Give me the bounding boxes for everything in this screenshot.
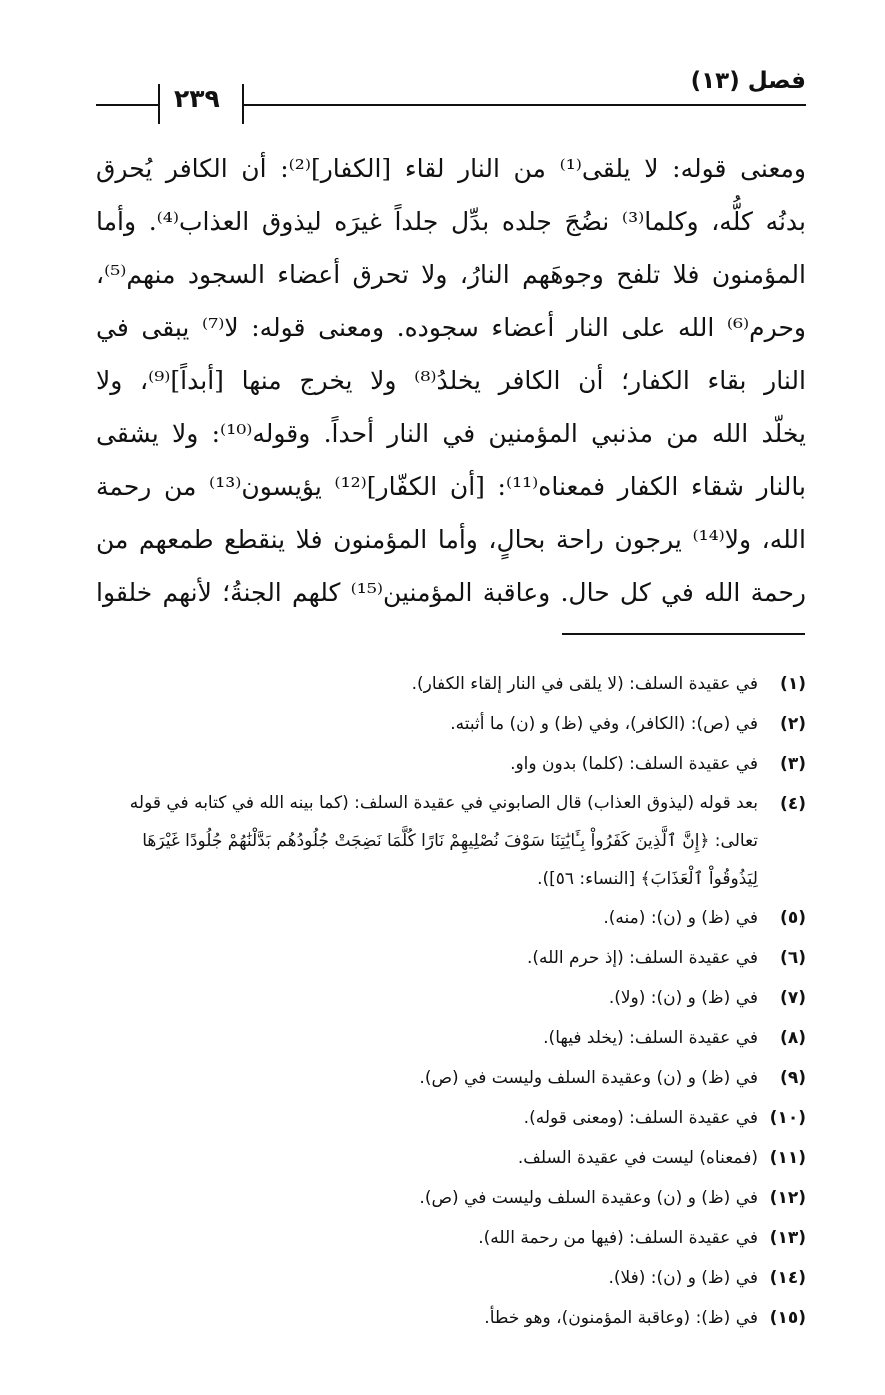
footnote-text: في (ظ) و (ن): (فلا).: [608, 1268, 758, 1288]
page-number: ٢٣٩: [174, 84, 220, 113]
footnote-text: في عقيدة السلف: (لا يلقى في النار إلقاء الكفار).: [411, 674, 758, 694]
footnote: [96, 1178, 806, 1218]
footnote: [96, 784, 806, 898]
footnote-number: (١٤): [769, 1268, 806, 1288]
footnote-number: (١١): [769, 1148, 806, 1168]
page-header: [96, 62, 806, 122]
footnote-text: في عقيدة السلف: (يخلد فيها).: [543, 1028, 758, 1048]
footnote-text: في (ص): (الكافر)، وفي (ظ) و (ن) ما أثبته.: [450, 714, 758, 734]
text-line: يخلّد الله من مذنبي المؤمنين في النار أحداً. وقوله⁽¹⁰⁾: ولا يشقى: [96, 419, 806, 448]
page-number-divider-right: [242, 84, 244, 124]
text-line: الله، ولا⁽¹⁴⁾ يرجون راحة بحالٍ، وأما المؤمنون فلا ينقطع طمعهم من: [96, 525, 806, 554]
footnote: [96, 898, 806, 938]
header-rule-short: [96, 104, 158, 106]
footnote-text: في (ظ) و (ن) وعقيدة السلف وليست في (ص).: [419, 1188, 758, 1208]
footnote-text: في (ظ): (وعاقبة المؤمنون)، وهو خطأ.: [484, 1308, 758, 1328]
chapter-title: فصل (١٣): [690, 68, 806, 94]
text-line: بالنار شقاء الكفار فمعناه⁽¹¹⁾: [أن الكفّار]⁽¹²⁾ يؤيسون⁽¹³⁾ من رحمة: [96, 472, 806, 501]
footnote-number: (٦): [780, 948, 806, 968]
footnote: [96, 938, 806, 978]
footnote-number: (١٥): [769, 1308, 806, 1328]
footnote-number: (١٣): [769, 1228, 806, 1248]
footnote-text: بعد قوله (ليذوق العذاب) قال الصابوني في عقيدة السلف: (كما بينه الله في كتابه في قوله تعالى: ﴿إِنَّ ٱلَّذِينَ كَفَرُواْ بِـَٔايَٰتِنَا سَوْفَ نُصْلِيهِمْ نَارًا كُلَّمَا نَضِجَتْ جُلُودُهُم بَدَّلْنَٰهُمْ جُلُودًا غَيْرَهَا لِيَذُوقُواْ ٱلْعَذَابَ﴾ [النساء: ٥٦]).: [129, 793, 758, 889]
footnote: [96, 1258, 806, 1298]
footnote-number: (٤): [780, 794, 806, 814]
footnote: [96, 704, 806, 744]
text-line: النار بقاء الكفار؛ أن الكافر يخلدُ⁽⁸⁾ ولا يخرج منها [أبداً]⁽⁹⁾، ولا: [96, 366, 806, 395]
footnote: [96, 978, 806, 1018]
header-rule: [242, 104, 806, 106]
footnotes: [96, 664, 806, 1338]
footnote-text: في (ظ) و (ن): (ولا).: [608, 988, 758, 1008]
footnote-text: في (ظ) و (ن): (منه).: [603, 908, 758, 928]
footnote: [96, 1138, 806, 1178]
footnote-separator: [562, 633, 805, 635]
footnote: [96, 1298, 806, 1338]
footnote-number: (٩): [780, 1068, 806, 1088]
main-text: [96, 142, 806, 619]
page-number-divider-left: [158, 84, 160, 124]
footnote-number: (١): [780, 674, 806, 694]
footnote-number: (١٠): [769, 1108, 806, 1128]
footnote-text: (فمعناه) ليست في عقيدة السلف.: [517, 1148, 758, 1168]
footnote: [96, 1058, 806, 1098]
text-line: المؤمنون فلا تلفح وجوهَهم النارُ، ولا تحرق أعضاء السجود منهم⁽⁵⁾،: [96, 260, 806, 289]
footnote-text: في (ظ) و (ن) وعقيدة السلف وليست في (ص).: [419, 1068, 758, 1088]
footnote-number: (٧): [780, 988, 806, 1008]
text-line: ومعنى قوله: لا يلقى⁽¹⁾ من النار لقاء [الكفار]⁽²⁾: أن الكافر يُحرق: [96, 154, 806, 183]
text-line: بدنُه كلُّه، وكلما⁽³⁾ نضُجَ جلده بدِّل جلداً غيرَه ليذوق العذاب⁽⁴⁾. وأما: [96, 207, 806, 236]
footnote: [96, 1018, 806, 1058]
footnote-text: في عقيدة السلف: (إذ حرم الله).: [526, 948, 758, 968]
footnote-number: (١٢): [769, 1188, 806, 1208]
footnote-number: (٥): [780, 908, 806, 928]
footnote-text: في عقيدة السلف: (ومعنى قوله).: [523, 1108, 758, 1128]
footnote-number: (٢): [780, 714, 806, 734]
text-line: رحمة الله في كل حال. وعاقبة المؤمنين⁽¹⁵⁾ كلهم الجنةُ؛ لأنهم خلقوا: [96, 578, 806, 607]
text-line: وحرم⁽⁶⁾ الله على النار أعضاء سجوده. ومعنى قوله: لا⁽⁷⁾ يبقى في: [96, 313, 806, 342]
footnote: [96, 1098, 806, 1138]
footnote-number: (٣): [780, 754, 806, 774]
footnote-text: في عقيدة السلف: (كلما) بدون واو.: [510, 754, 758, 774]
footnote: [96, 744, 806, 784]
footnote-text: في عقيدة السلف: (فيها من رحمة الله).: [478, 1228, 758, 1248]
footnote: [96, 1218, 806, 1258]
footnote: [96, 664, 806, 704]
footnote-number: (٨): [780, 1028, 806, 1048]
